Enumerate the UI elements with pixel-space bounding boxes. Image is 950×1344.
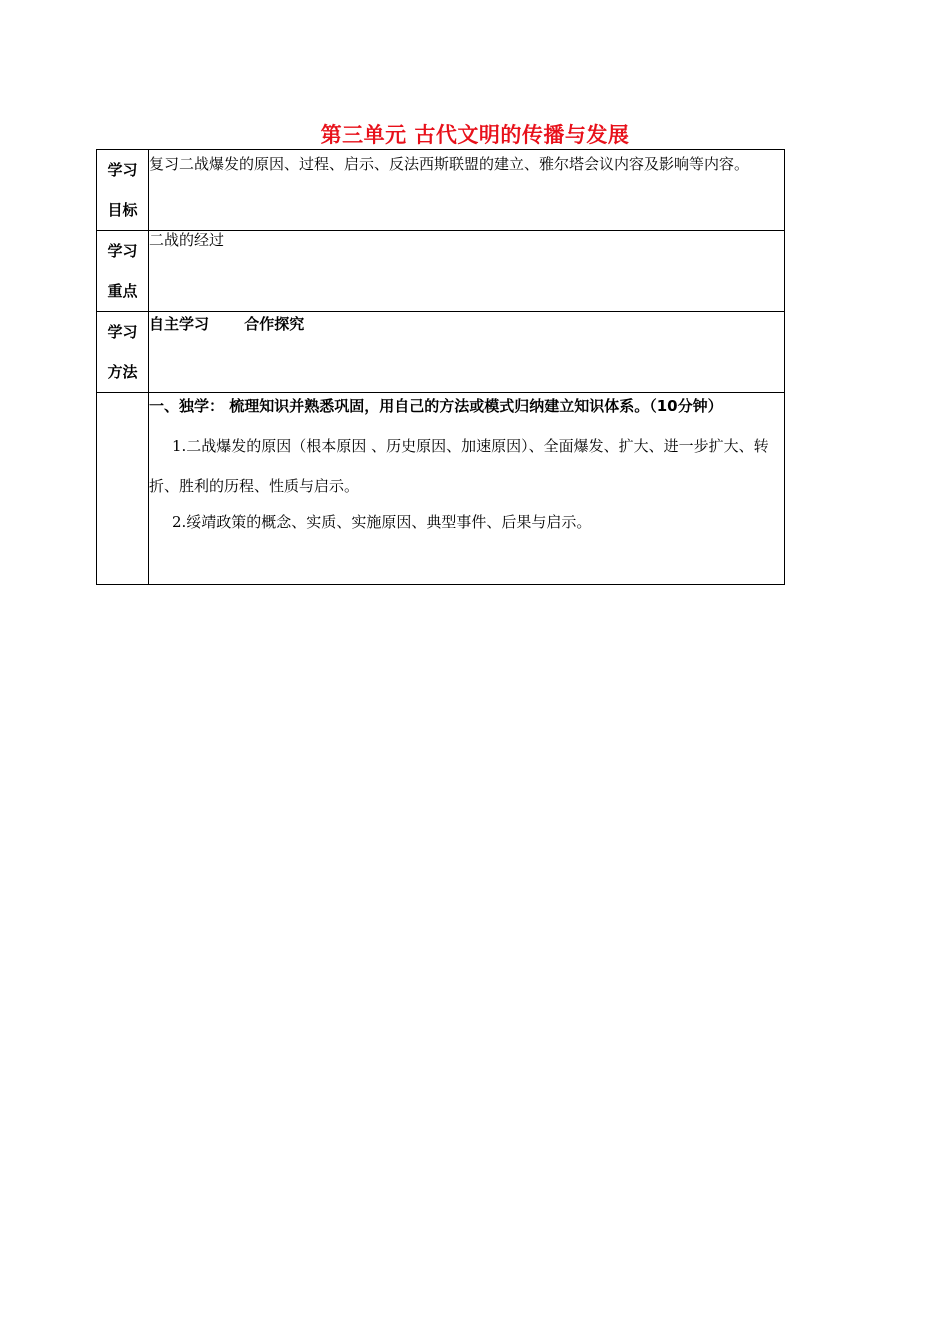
learning-methods-label: [97, 312, 149, 393]
label-line: 目标: [107, 201, 138, 219]
key-points-text: 二战的经过: [149, 231, 225, 249]
label-line: 方法: [107, 363, 138, 381]
learning-goals-text: 复习二战爆发的原因、过程、启示、反法西斯联盟的建立、雅尔塔会议内容及影响等内容。: [149, 155, 750, 173]
label-line: 学习: [107, 323, 138, 341]
learning-goals-content-cell: [149, 150, 785, 231]
self-study-content-cell: [149, 393, 785, 585]
table-row-learning-goals: [97, 150, 785, 231]
table-row-learning-methods: [97, 312, 785, 393]
label-line: 学习: [107, 161, 138, 179]
learning-goals-label: [97, 150, 149, 231]
label-line: 学习: [107, 242, 138, 260]
page-title: 第三单元 古代文明的传播与发展: [320, 123, 630, 147]
self-study-label-empty: [97, 393, 149, 585]
learning-methods-content-cell: [149, 312, 785, 393]
table-row-self-study: [97, 393, 785, 585]
self-study-item-1: 1.二战爆发的原因（根本原因 、历史原因、加速原因）、全面爆发、扩大、进一步扩大、转折、胜利的历程、性质与启示。: [149, 437, 769, 495]
key-points-content-cell: [149, 231, 785, 312]
key-points-label: [97, 231, 149, 312]
learning-methods-text: 自主学习 合作探究: [149, 315, 305, 333]
self-study-item-2: 2.绥靖政策的概念、实质、实施原因、典型事件、后果与启示。: [172, 513, 592, 531]
table-row-key-points: [97, 231, 785, 312]
study-plan-table: [96, 149, 785, 585]
self-study-heading: 一、独学： 梳理知识并熟悉巩固，用自己的方法或模式归纳建立知识体系。（10分钟）: [149, 397, 723, 415]
label-line: 重点: [107, 282, 138, 300]
